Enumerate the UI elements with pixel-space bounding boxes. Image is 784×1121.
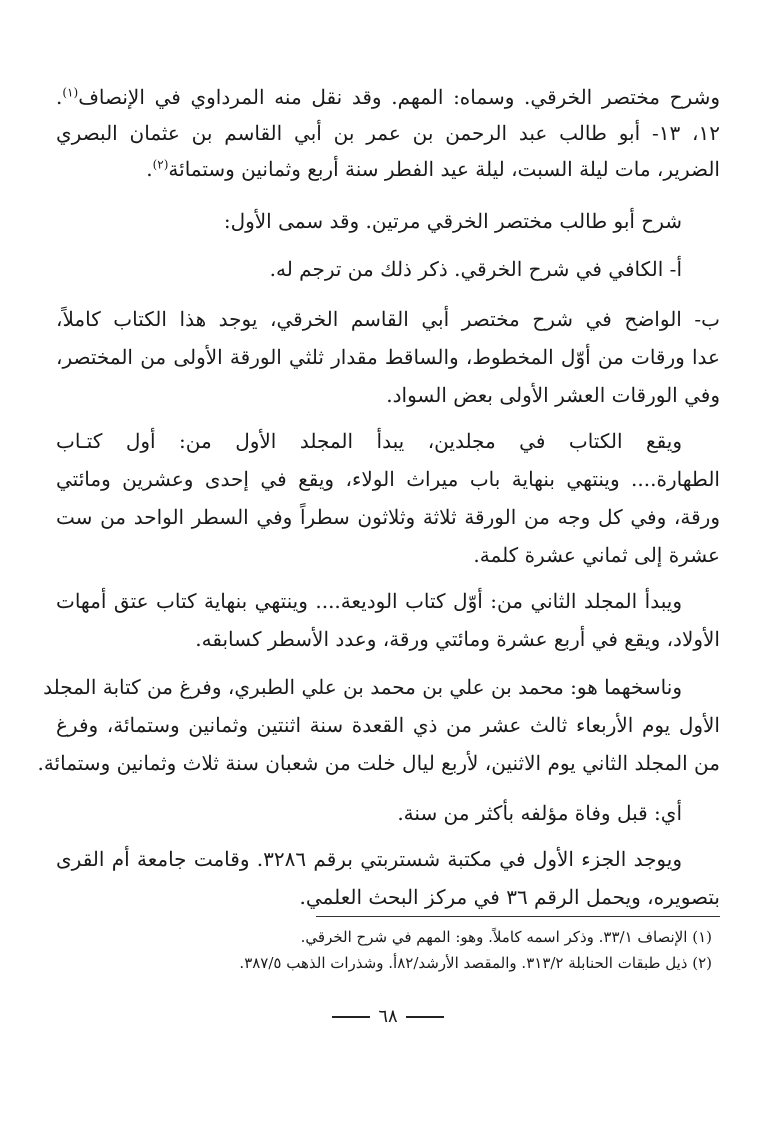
- text-line-17: من المجلد الثاني يوم الاثنين، لأربع ليال خلت من شعبان سنة ثلاث وثمانين وستمائة.: [37, 751, 720, 775]
- footnote-2: (٢) ذيل طبقات الحنابلة ٣١٣/٢. والمقصد الأرشد/٨٢أ. وشذرات الذهب ٣٨٧/٥.: [239, 954, 712, 972]
- text-line-1: وشرح مختصر الخرقي. وسماه: المهم. وقد نقل منه المرداوي في الإنصاف$^{(١)}$.: [56, 85, 720, 109]
- text-line-4: شرح أبو طالب مختصر الخرقي مرتين. وقد سمى الأول:: [223, 209, 682, 233]
- text-line-3: الضرير، مات ليلة السبت، ليلة عيد الفطر سنة أربع وثمانين وستمائة$^{(٢)}$.: [146, 157, 720, 181]
- text-line-2: ١٢، ١٣- أبو طالب عبد الرحمن بن عمر بن أبي القاسم بن عثمان البصري: [56, 121, 720, 145]
- text-line-15: وناسخهما هو: محمد بن علي بن محمد بن علي الطبري، وفرغ من كتابة المجلد: [43, 675, 682, 699]
- footnote-marker-1: (١): [62, 85, 79, 100]
- text-line-19: ويوجد الجزء الأول في مكتبة شستربتي برقم ٣٢٨٦. وقامت جامعة أم القرى: [56, 847, 682, 871]
- text-line-18: أي: قبل وفاة مؤلفه بأكثر من سنة.: [397, 801, 682, 825]
- footnote-marker-2: (٢): [152, 157, 169, 172]
- text-line-16: الأول يوم الأربعاء ثالث عشر من ذي القعدة سنة اثنتين وثمانين وستمائة، وفرغ: [56, 713, 720, 737]
- text-line-9: ويقع الكتاب في مجلدين، يبدأ المجلد الأول من: أول كتـاب: [56, 429, 682, 453]
- text-line-14: الأولاد، ويقع في أربع عشرة ومائتي ورقة، وعدد الأسطر كسابقه.: [195, 627, 720, 651]
- footnote-separator: [316, 916, 720, 917]
- page-number-dash-right: [406, 1016, 444, 1018]
- document-page: [37, 64, 720, 1064]
- text-line-6: ب- الواضح في شرح مختصر أبي القاسم الخرقي، يوجد هذا الكتاب كاملاً،: [56, 307, 720, 331]
- footnote-1: (١) الإنصاف ٣٣/١. وذكر اسمه كاملاً. وهو: المهم في شرح الخرقي.: [300, 928, 712, 946]
- text-line-7: عدا ورقات من أوّل المخطوط، والساقط مقدار ثلثي الورقة الأولى من المختصر،: [56, 345, 720, 369]
- text-line-5: أ- الكافي في شرح الخرقي. ذكر ذلك من ترجم له.: [269, 257, 682, 281]
- text-line-12: عشرة إلى ثماني عشرة كلمة.: [473, 543, 720, 567]
- page-number: ٦٨: [56, 1006, 720, 1027]
- text-line-20: بتصويره، ويحمل الرقم ٣٦ في مركز البحث العلمي.: [299, 885, 720, 909]
- page-number-dash-left: [332, 1016, 370, 1018]
- text-line-10: الطهارة.... وينتهي بنهاية باب ميراث الولاء، ويقع في إحدى وعشرين ومائتي: [56, 467, 720, 491]
- text-line-8: وفي الورقات العشر الأولى بعض السواد.: [386, 383, 720, 407]
- text-line-13: ويبدأ المجلد الثاني من: أوّل كتاب الوديعة.... وينتهي بنهاية كتاب عتق أمهات: [56, 589, 682, 613]
- text-line-11: ورقة، وفي كل وجه من الورقة ثلاثة وثلاثون سطراً وفي السطر الواحد من ست: [56, 505, 720, 529]
